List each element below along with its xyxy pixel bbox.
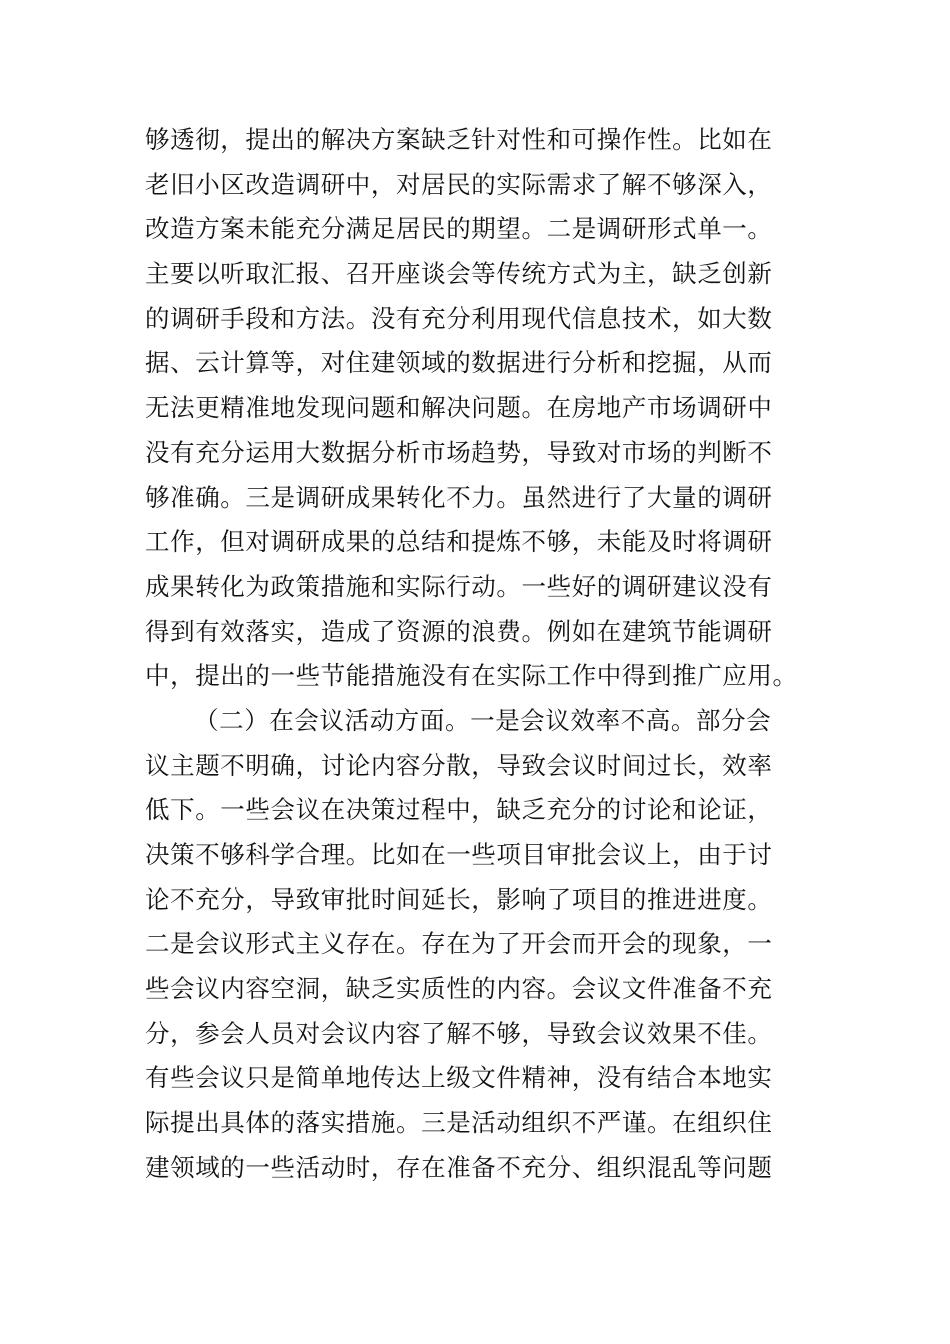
- text-line: 够准确。三是调研成果转化不力。虽然进行了大量的调研: [145, 482, 773, 512]
- text-line: 老旧小区改造调研中，对居民的实际需求了解不够深入，: [145, 169, 773, 199]
- text-line: 够透彻，提出的解决方案缺乏针对性和可操作性。比如在: [145, 125, 773, 154]
- text-line: 得到有效落实，造成了资源的浪费。例如在建筑节能调研: [145, 616, 773, 646]
- paragraph-start-line: （二）在会议活动方面。一是会议效率不高。部分会: [194, 705, 772, 735]
- text-line: 主要以听取汇报、召开座谈会等传统方式为主，缺乏创新: [145, 259, 773, 289]
- text-line: 工作，但对调研成果的总结和提炼不够，未能及时将调研: [145, 527, 773, 557]
- text-line: 二是会议形式主义存在。存在为了开会而开会的现象，一: [145, 929, 773, 959]
- text-line: 议主题不明确，讨论内容分散，导致会议时间过长，效率: [145, 750, 773, 780]
- text-line: 建领域的一些活动时，存在准备不充分、组织混乱等问题: [145, 1152, 773, 1182]
- text-line: 没有充分运用大数据分析市场趋势，导致对市场的判断不: [145, 437, 773, 467]
- text-line: 无法更精准地发现问题和解决问题。在房地产市场调研中: [145, 393, 773, 423]
- text-line: 论不充分，导致审批时间延长，影响了项目的推进进度。: [145, 884, 773, 914]
- text-line: 低下。一些会议在决策过程中，缺乏充分的讨论和论证，: [145, 795, 773, 825]
- text-line: 际提出具体的落实措施。三是活动组织不严谨。在组织住: [145, 1108, 773, 1138]
- text-line: 中，提出的一些节能措施没有在实际工作中得到推广应用。: [145, 661, 798, 691]
- text-line: 决策不够科学合理。比如在一些项目审批会议上，由于讨: [145, 840, 773, 869]
- body-text: [145, 118, 815, 1191]
- text-line: 成果转化为政策措施和实际行动。一些好的调研建议没有: [145, 571, 773, 601]
- text-line: 改造方案未能充分满足居民的期望。二是调研形式单一。: [145, 214, 773, 244]
- text-line: 有些会议只是简单地传达上级文件精神，没有结合本地实: [145, 1063, 773, 1093]
- text-line: 据、云计算等，对住建领域的数据进行分析和挖掘，从而: [145, 348, 773, 378]
- text-line: 的调研手段和方法。没有充分利用现代信息技术，如大数: [145, 303, 773, 333]
- text-line: 些会议内容空洞，缺乏实质性的内容。会议文件准备不充: [145, 974, 773, 1004]
- text-line: 分，参会人员对会议内容了解不够，导致会议效果不佳。: [145, 1018, 773, 1048]
